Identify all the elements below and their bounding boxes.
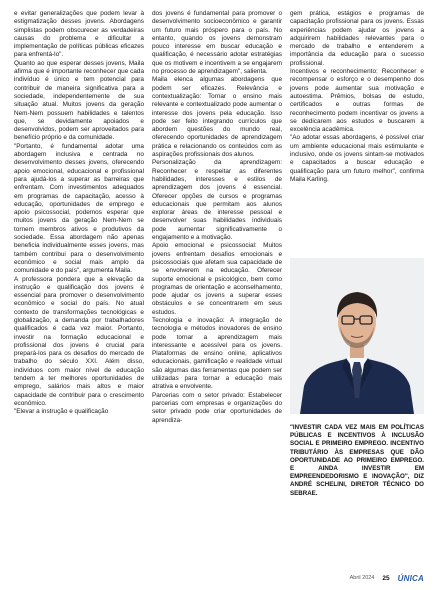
paragraph: Incentivos e reconhecimento: Reconhecer e recompensar o esforço e o desempenho dos jovens pode aumentar sua motivação e autoestima. Prêmios, bolsas de estudo, certificados e outras formas de reconhecimento podem incentivar os jovens a se dedicarem aos estudos e buscarem a excelência acadêmica. bbox=[290, 68, 424, 134]
paragraph: "Portanto, é fundamental adotar uma abordagem inclusiva e centrada no desenvolvimento desses jovens, oferecendo apoio emocional, educacional e profissional para ajudá-los a superar as barreiras que enfrentam. Com investimentos adequados em programas de capacitação, acesso à educação, oportunidades de emprego e apoio psicossocial, podemos esperar que muitos jovens da geração Nem-Nem se tornem membros ativos e produtivos da sociedade. Essa abordagem não apenas beneficia individualmente esses jovens, mas também contribui para o desenvolvimento econômico e social mais amplo da comunidade e do país", argumenta Maila. bbox=[14, 142, 144, 275]
pull-quote: "INVESTIR CADA VEZ MAIS EM POLÍTICAS PÚBLICAS E INCENTIVOS À INCLUSÃO SOCIAL E PRIMEIRO EMPREGO. INCENTIVO TRIBUTÁRIO ÀS EMPRESAS QUE DÃO OPORTUNIDADE AO PRIMEIRO EMPREGO. E AINDA INVESTIR EM EMPREENDEDORISMO E INOVAÇÃO", DIZ ANDRÉ SCHELINI, DIRETOR TÉCNICO DO SEBRAE. bbox=[290, 424, 424, 497]
paragraph: "Ao adotar essas abordagens, é possível criar um ambiente educacional mais estimulante e inclusivo, onde os jovens sintam-se motivados e capacitados a buscar educação e qualificação para um futuro melhor", confirma Maila Karling. bbox=[290, 134, 424, 183]
paragraph: Tecnologia e inovação: A integração de tecnologia e métodos inovadores de ensino pode tornar a aprendizagem mais interessante e acessível para os jovens. Plataformas de ensino online, aplicativos educacionais, gamificação e realidade virtual são algumas das ferramentas que podem ser utilizadas para tornar a educação mais atrativa e envolvente. bbox=[152, 316, 282, 391]
page-footer bbox=[290, 572, 424, 584]
portrait-illustration bbox=[290, 258, 424, 414]
paragraph: Parcerias com o setor privado: Estabelecer parcerias com empresas e organizações do setor privado pode criar oportunidades de aprendiza- bbox=[152, 391, 282, 424]
portrait-photo bbox=[290, 258, 424, 414]
paragraph: dos jovens é fundamental para promover o desenvolvimento socioeconômico e garantir um futuro mais próspero para o país. No entanto, quando os jovens demonstram pouco interesse em buscar educação e qualificação, é necessário adotar estratégias que os motivem e incentivem a se engajarem no processo de aprendizagem", salienta. bbox=[152, 10, 282, 76]
paragraph: gem prática, estágios e programas de capacitação profissional para os jovens. Essas experiências podem ajudar os jovens a adquirirem habilidades relevantes para o mercado de trabalho e entenderem a importância da educação para o sucesso profissional. bbox=[290, 10, 424, 67]
paragraph: Personalização da aprendizagem: Reconhecer e respeitar as diferentes habilidades, interesses e estilos de aprendizagem dos jovens é essencial. Oferecer opções de cursos e programas educacionais que permitam aos alunos explorar áreas de interesse pessoal e desenvolver suas habilidades individuais pode aumentar significativamente o engajamento e a motivação. bbox=[152, 159, 282, 242]
article-column-1 bbox=[14, 10, 144, 570]
paragraph: Apoio emocional e psicossocial: Muitos jovens enfrentam desafios emocionais e psicossociais que afetam sua capacidade de se envolverem na educação. Oferecer suporte emocional e psicológico, bem como programas de orientação e aconselhamento, pode ajudar os jovens a superar esses obstáculos e se concentrarem em seus estudos. bbox=[152, 242, 282, 316]
magazine-logo: ÚNICA bbox=[397, 573, 424, 583]
page-number: 25 bbox=[382, 574, 390, 582]
article-column-2 bbox=[152, 10, 282, 570]
paragraph: Maila elenca algumas abordagens que podem ser eficazes. Relevância e contextualização: Tornar o ensino mais relevante e contextualizado pode aumentar o interesse dos jovens pela educação. Isso pode ser feito integrando currículos que abordem questões do mundo real, oferecendo oportunidades de aprendizagem prática e relacionando os conteúdos com as aspirações profissionais dos alunos. bbox=[152, 76, 282, 159]
paragraph: "Elevar a instrução e qualificação bbox=[14, 408, 109, 416]
paragraph: Quanto ao que esperar desses jovens, Maila afirma que é importante reconhecer que cada indivíduo é único e tem potencial para contribuir de maneira significativa para a sociedade, independentemente de sua situação atual. Muitos jovens da geração Nem-Nem possuem habilidades e talentos que, se devidamente apoiados e desenvolvidos, podem ser aproveitados para benefício próprio e da comunidade. bbox=[14, 59, 144, 142]
article-column-3 bbox=[290, 10, 424, 254]
issue-date: Abril 2024 bbox=[349, 575, 375, 581]
paragraph: A professora pondera que a elevação da instrução e qualificação dos jovens é essencial para promover o desenvolvimento econômico e social do país. No atual contexto de transformações tecnológicas e globalização, a demanda por trabalhadores qualificados é cada vez maior. Portanto, investir na formação educacional e profissional dos jovens é crucial para prepará-los para os desafios do mercado de trabalho do século XXI. Além disso, indivíduos com maior nível de educação tendem a ter melhores oportunidades de emprego, salários mais altos e maior capacidade de contribuir para o crescimento econômico. bbox=[14, 275, 144, 407]
paragraph: e evitar generalizações que podem levar à estigmatização desses jovens. Abordagens simplistas podem obscurecer as verdadeiras causas do problema e dificultar a implementação de políticas públicas eficazes para enfrentá-lo". bbox=[14, 10, 144, 59]
